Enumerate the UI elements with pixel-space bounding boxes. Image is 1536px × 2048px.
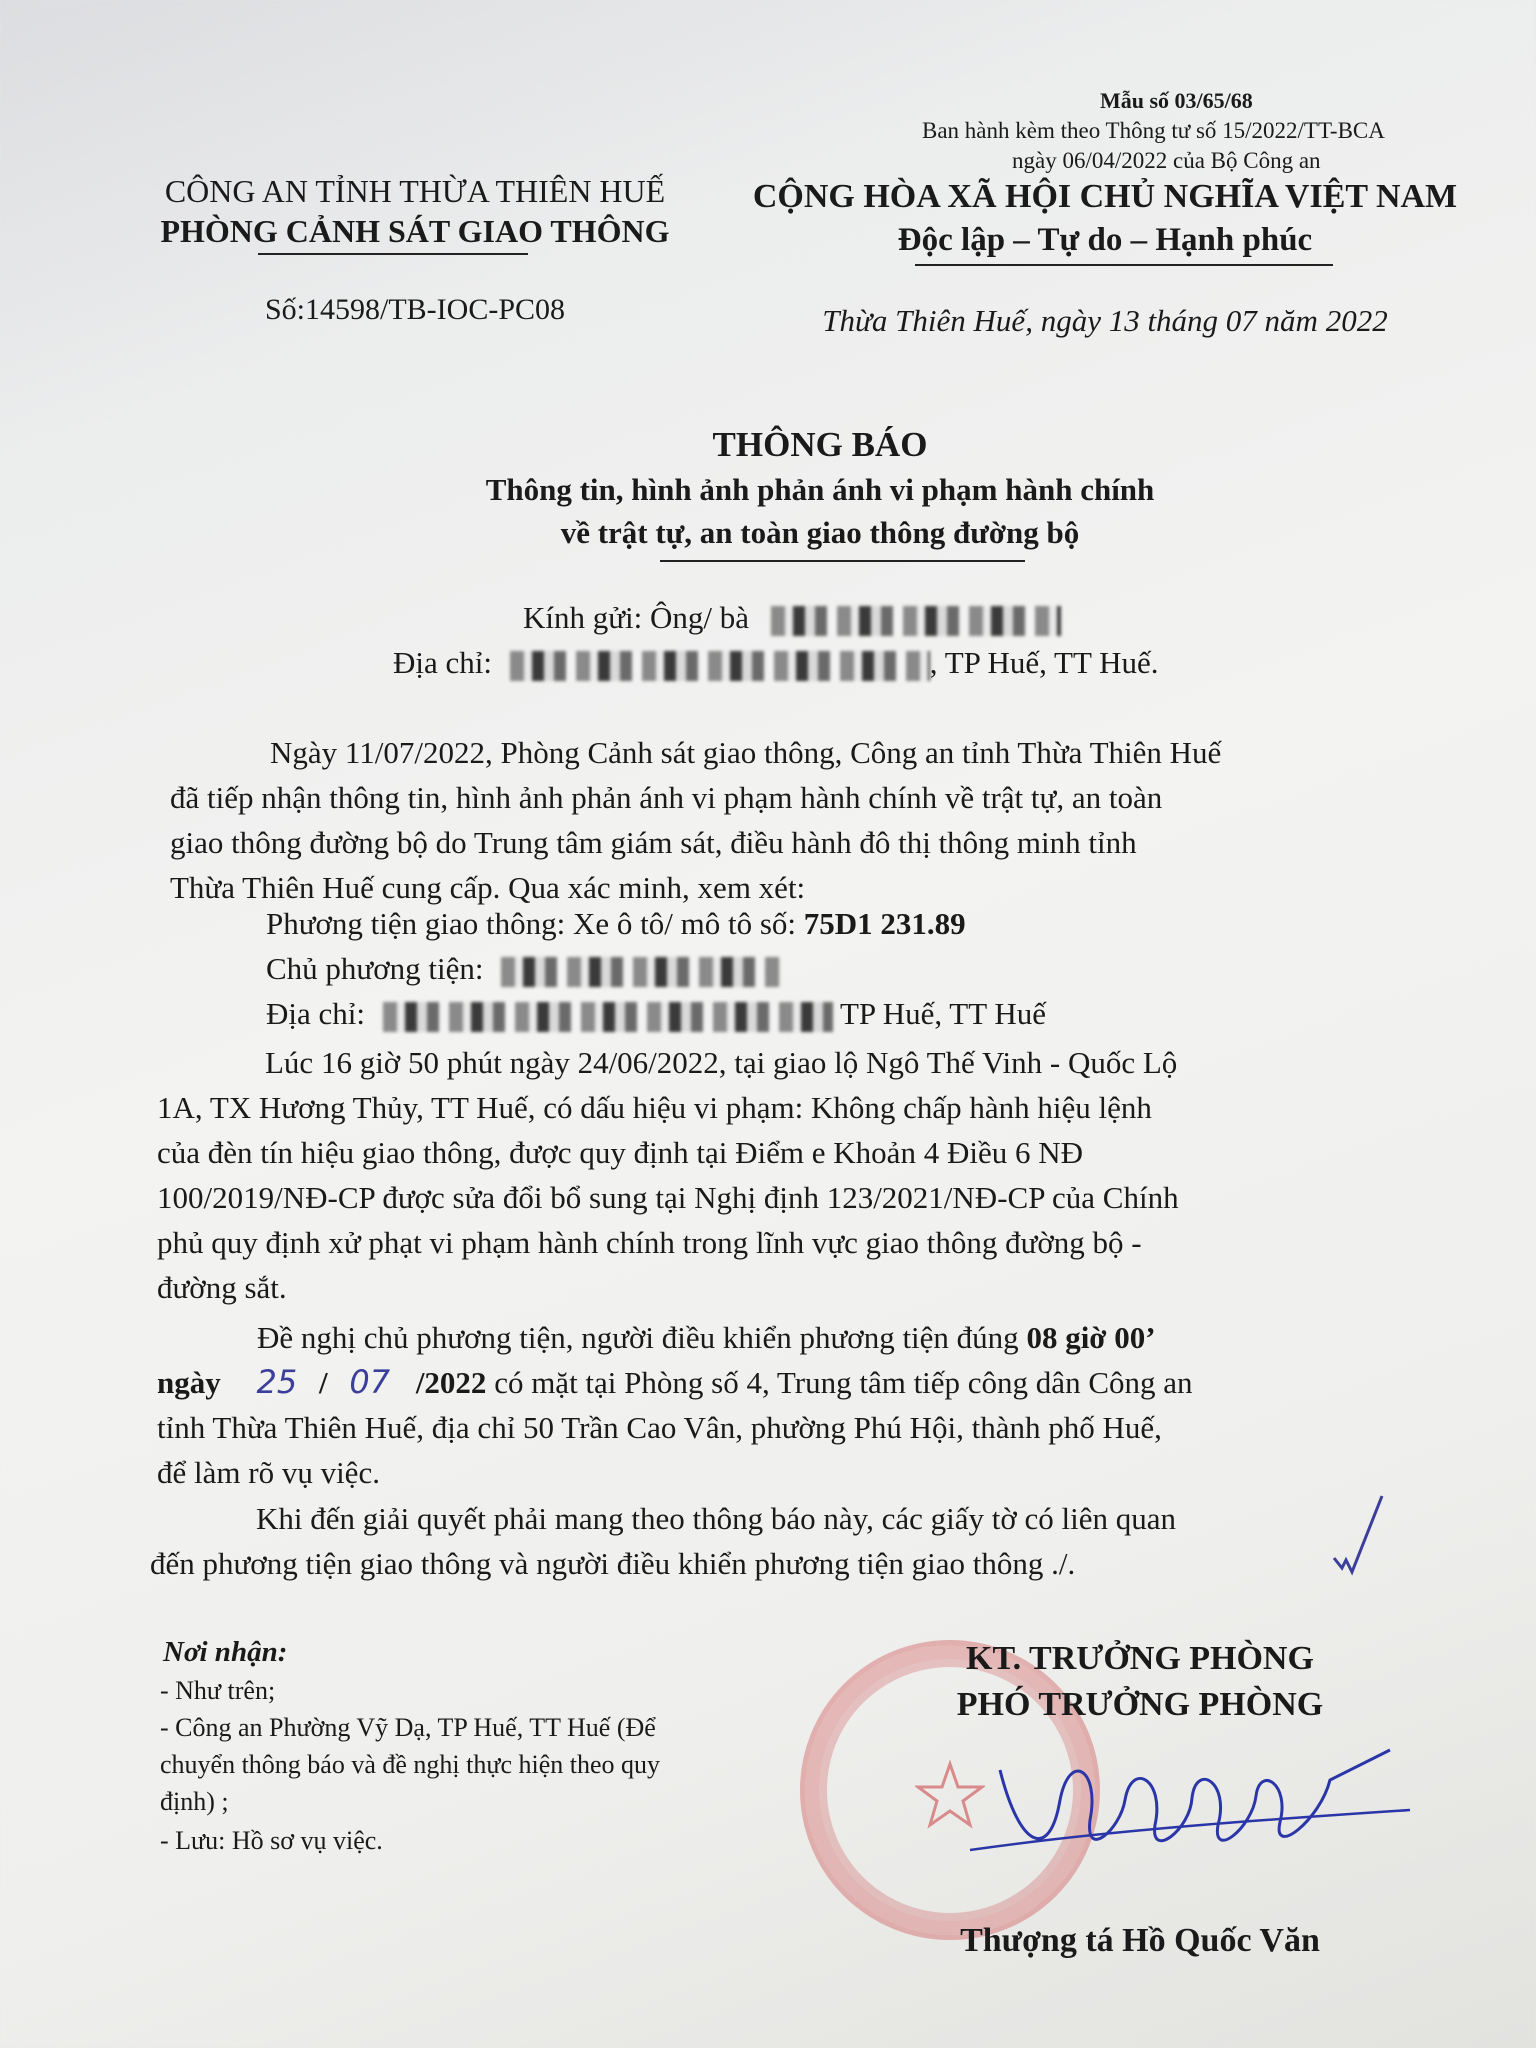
summons-text-1: Đề nghị chủ phương tiện, người điều khiển phương tiện đúng — [257, 1320, 1019, 1355]
handwritten-day: 25 — [256, 1363, 298, 1401]
recipient-line — [523, 600, 1061, 636]
handwritten-month: 07 — [349, 1363, 391, 1401]
motto-underline — [915, 264, 1333, 266]
recipient-greeting: Kính gửi: Ông/ bà — [523, 600, 750, 635]
handwritten-signature — [960, 1710, 1420, 1870]
violation-line-6: đường sắt. — [157, 1270, 287, 1305]
intro-line-2: đã tiếp nhận thông tin, hình ảnh phản ánh vi phạm hành chính về trật tự, an toàn — [170, 780, 1163, 815]
owner-line — [266, 951, 781, 987]
violation-line-4: 100/2019/NĐ-CP được sửa đổi bổ sung tại Nghị định 123/2021/NĐ-CP của Chính — [157, 1180, 1179, 1215]
paragraph-summons — [157, 1315, 1475, 1495]
recipients-heading: Nơi nhận: — [163, 1636, 288, 1668]
recipients-item-3: chuyển thông báo và đề nghị thực hiện theo quy — [160, 1750, 661, 1779]
subtitle-underline — [660, 560, 1025, 562]
signer-name: Thượng tá Hồ Quốc Văn — [960, 1922, 1320, 1959]
owner-label: Chủ phương tiện: — [266, 951, 484, 986]
violation-line-2: 1A, TX Hương Thủy, TT Huế, có dấu hiệu vi phạm: Không chấp hành hiệu lệnh — [157, 1090, 1152, 1125]
signature-role-1: KT. TRƯỞNG PHÒNG — [966, 1640, 1314, 1677]
notice-title: THÔNG BÁO — [712, 425, 928, 464]
signature-role-2: PHÓ TRƯỞNG PHÒNG — [956, 1686, 1324, 1723]
intro-line-4: Thừa Thiên Huế cung cấp. Qua xác minh, xem xét: — [170, 870, 806, 905]
vehicle-line — [266, 906, 966, 942]
summons-line-4: để làm rõ vụ việc. — [157, 1455, 380, 1490]
vehicle-plate: 75D1 231.89 — [803, 906, 966, 941]
form-issued-line2: ngày 06/04/2022 của Bộ Công an — [1012, 148, 1321, 173]
owner-address-line — [266, 996, 1046, 1032]
summons-line-3: tỉnh Thừa Thiên Huế, địa chỉ 50 Trần Cao Vân, phường Phú Hội, thành phố Huế, — [157, 1410, 1162, 1445]
summons-slash: / — [318, 1365, 328, 1400]
paragraph-violation — [157, 1040, 1470, 1310]
agency-parent: CÔNG AN TỈNH THỪA THIÊN HUẾ — [164, 173, 666, 209]
summons-year: /2022 — [415, 1365, 487, 1400]
violation-line-3: của đèn tín hiệu giao thông, được quy định tại Điểm e Khoản 4 Điều 6 NĐ — [157, 1135, 1083, 1170]
paragraph-requirement — [150, 1496, 1478, 1586]
violation-line-5: phủ quy định xử phạt vi phạm hành chính trong lĩnh vực giao thông đường bộ - — [157, 1225, 1142, 1260]
vehicle-label: Phương tiện giao thông: Xe ô tô/ mô tô số: — [266, 906, 797, 941]
recipients-item-4: định) ; — [160, 1787, 229, 1816]
redacted-owner-name — [501, 957, 781, 987]
agency-name: PHÒNG CẢNH SÁT GIAO THÔNG — [160, 213, 670, 249]
summons-line-2 — [157, 1360, 1475, 1405]
redacted-recipient-name — [771, 606, 1061, 636]
intro-line-3: giao thông đường bộ do Trung tâm giám sát, điều hành đô thị thông minh tỉnh — [170, 825, 1137, 860]
recipients-item-1: - Như trên; — [160, 1676, 276, 1705]
national-title: CỘNG HÒA XÃ HỘI CHỦ NGHĨA VIỆT NAM — [752, 178, 1458, 215]
notice-subtitle-1: Thông tin, hình ảnh phản ánh vi phạm hành chính — [485, 472, 1155, 507]
owner-address-suffix: TP Huế, TT Huế — [832, 996, 1047, 1031]
paragraph-intro — [170, 730, 1465, 910]
requirement-line-2: đến phương tiện giao thông và người điều khiển phương tiện giao thông ./. — [150, 1546, 1076, 1581]
redacted-owner-address — [383, 1002, 833, 1032]
recipients-item-2: - Công an Phường Vỹ Dạ, TP Huế, TT Huế (Để — [160, 1713, 656, 1742]
national-motto: Độc lập – Tự do – Hạnh phúc — [897, 222, 1313, 258]
intro-line-1: Ngày 11/07/2022, Phòng Cảnh sát giao thông, Công an tỉnh Thừa Thiên Huế — [270, 735, 1222, 770]
owner-address-label: Địa chỉ: — [266, 996, 365, 1031]
requirement-line-1: Khi đến giải quyết phải mang theo thông báo này, các giấy tờ có liên quan — [256, 1501, 1177, 1536]
recipients-item-5: - Lưu: Hồ sơ vụ việc. — [160, 1826, 383, 1855]
summons-time: 08 giờ 00’ — [1026, 1320, 1156, 1355]
summons-text-2: có mặt tại Phòng số 4, Trung tâm tiếp công dân Công an — [494, 1365, 1193, 1400]
document-number: Số:14598/TB-IOC-PC08 — [264, 293, 566, 326]
notice-subtitle-2: về trật tự, an toàn giao thông đường bộ — [560, 515, 1080, 550]
recipient-address-label: Địa chỉ: — [393, 645, 492, 680]
form-code: Mẫu số 03/65/68 — [1100, 88, 1253, 113]
summons-line-1 — [157, 1315, 1475, 1360]
check-mark — [1330, 1492, 1390, 1582]
place-date: Thừa Thiên Huế, ngày 13 tháng 07 năm 2022 — [822, 303, 1388, 338]
agency-underline — [258, 253, 528, 255]
recipient-address-suffix: , TP Huế, TT Huế. — [929, 645, 1159, 680]
violation-line-1: Lúc 16 giờ 50 phút ngày 24/06/2022, tại giao lộ Ngô Thế Vinh - Quốc Lộ — [265, 1045, 1178, 1080]
form-issued-line1: Ban hành kèm theo Thông tư số 15/2022/TT-BCA — [922, 118, 1385, 143]
redacted-recipient-address — [510, 651, 930, 681]
summons-ngay: ngày — [157, 1365, 221, 1400]
recipient-address-line — [393, 645, 1159, 681]
